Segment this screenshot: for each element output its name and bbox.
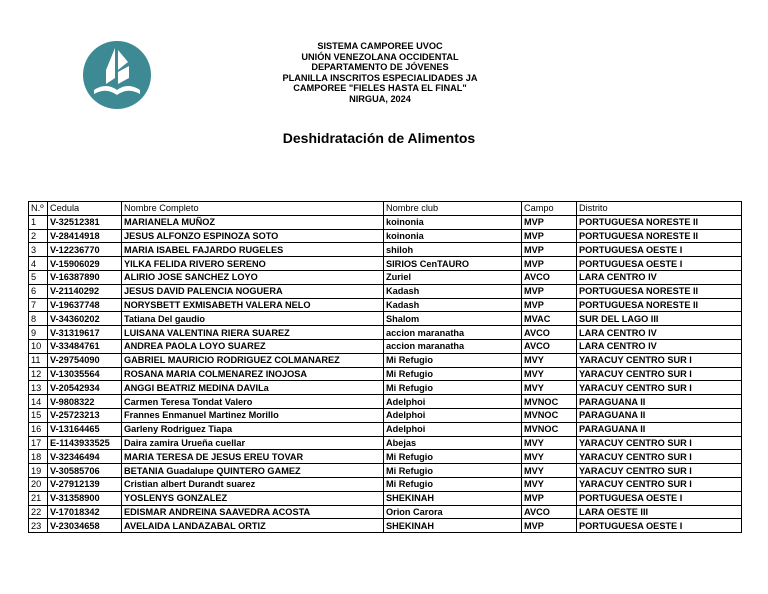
row-number: 10 — [29, 339, 48, 353]
distrito-cell: PORTUGUESA OESTE I — [577, 257, 742, 271]
club-cell: Adelphoi — [384, 422, 522, 436]
cedula-cell: V-16387890 — [48, 270, 122, 284]
nombre-cell: EDISMAR ANDREINA SAAVEDRA ACOSTA — [122, 505, 384, 519]
cedula-cell: V-20542934 — [48, 381, 122, 395]
campo-cell: MVAC — [522, 312, 577, 326]
row-number: 20 — [29, 477, 48, 491]
table-row — [29, 270, 742, 284]
distrito-cell: PORTUGUESA NORESTE II — [577, 229, 742, 243]
club-cell: Kadash — [384, 298, 522, 312]
cedula-cell: V-15906029 — [48, 257, 122, 271]
distrito-cell: PORTUGUESA OESTE I — [577, 243, 742, 257]
club-cell: koinonia — [384, 229, 522, 243]
table-row — [29, 367, 742, 381]
header-line-3: DEPARTAMENTO DE JÓVENES — [311, 62, 449, 73]
distrito-cell: PORTUGUESA NORESTE II — [577, 284, 742, 298]
row-number: 19 — [29, 464, 48, 478]
cedula-cell: V-32346494 — [48, 450, 122, 464]
club-cell: Abejas — [384, 436, 522, 450]
cedula-cell: V-32512381 — [48, 215, 122, 229]
distrito-cell: YARACUY CENTRO SUR I — [577, 436, 742, 450]
club-cell: SHEKINAH — [384, 519, 522, 533]
club-cell: Mi Refugio — [384, 477, 522, 491]
nombre-cell: JESUS ALFONZO ESPINOZA SOTO — [122, 229, 384, 243]
campo-cell: MVP — [522, 229, 577, 243]
row-number: 13 — [29, 381, 48, 395]
row-number: 22 — [29, 505, 48, 519]
nombre-cell: YOSLENYS GONZALEZ — [122, 491, 384, 505]
club-cell: Mi Refugio — [384, 367, 522, 381]
club-cell: Adelphoi — [384, 408, 522, 422]
adventist-logo-icon — [82, 40, 152, 110]
nombre-cell: MARIANELA MUÑOZ — [122, 215, 384, 229]
club-cell: Mi Refugio — [384, 381, 522, 395]
cedula-cell: V-30585706 — [48, 464, 122, 478]
nombre-cell: Carmen Teresa Tondat Valero — [122, 395, 384, 409]
page-title: Deshidratación de Alimentos — [282, 130, 476, 146]
campo-cell: MVP — [522, 243, 577, 257]
nombre-cell: ROSANA MARIA COLMENAREZ INOJOSA — [122, 367, 384, 381]
row-number: 6 — [29, 284, 48, 298]
nombre-cell: NORYSBETT EXMISABETH VALERA NELO — [122, 298, 384, 312]
row-number: 8 — [29, 312, 48, 326]
nombre-cell: MARIA ISABEL FAJARDO RUGELES — [122, 243, 384, 257]
distrito-cell: PORTUGUESA NORESTE II — [577, 215, 742, 229]
table-row — [29, 326, 742, 340]
cedula-cell: V-27912139 — [48, 477, 122, 491]
club-cell: Mi Refugio — [384, 464, 522, 478]
distrito-cell: LARA CENTRO IV — [577, 270, 742, 284]
distrito-cell: YARACUY CENTRO SUR I — [577, 464, 742, 478]
row-number: 21 — [29, 491, 48, 505]
table-row — [29, 339, 742, 353]
table-row — [29, 312, 742, 326]
campo-cell: MVP — [522, 519, 577, 533]
table-row — [29, 408, 742, 422]
campo-cell: MVY — [522, 381, 577, 395]
campo-cell: MVP — [522, 284, 577, 298]
campo-cell: AVCO — [522, 326, 577, 340]
club-cell: accion maranatha — [384, 326, 522, 340]
nombre-cell: BETANIA Guadalupe QUINTERO GAMEZ — [122, 464, 384, 478]
table-row — [29, 422, 742, 436]
table-row — [29, 450, 742, 464]
cedula-cell: V-13164465 — [48, 422, 122, 436]
column-header: Cedula — [48, 202, 122, 216]
row-number: 4 — [29, 257, 48, 271]
club-cell: Mi Refugio — [384, 353, 522, 367]
row-number: 5 — [29, 270, 48, 284]
cedula-cell: V-31358900 — [48, 491, 122, 505]
table-row — [29, 464, 742, 478]
distrito-cell: PORTUGUESA OESTE I — [577, 519, 742, 533]
campo-cell: MVP — [522, 215, 577, 229]
table-row — [29, 284, 742, 298]
nombre-cell: ANDREA PAOLA LOYO SUAREZ — [122, 339, 384, 353]
header-line-1: SISTEMA CAMPOREE UVOC — [317, 41, 443, 51]
club-cell: Adelphoi — [384, 395, 522, 409]
cedula-cell: V-28414918 — [48, 229, 122, 243]
distrito-cell: LARA CENTRO IV — [577, 339, 742, 353]
row-number: 9 — [29, 326, 48, 340]
column-header: Nombre club — [384, 202, 522, 216]
nombre-cell: JESUS DAVID PALENCIA NOGUERA — [122, 284, 384, 298]
table-row — [29, 381, 742, 395]
table-row — [29, 477, 742, 491]
cedula-cell: V-23034658 — [48, 519, 122, 533]
header-line-6: NIRGUA, 2024 — [349, 93, 411, 104]
campo-cell: MVP — [522, 298, 577, 312]
club-cell: Orion Carora — [384, 505, 522, 519]
nombre-cell: ANGGI BEATRIZ MEDINA DAVILa — [122, 381, 384, 395]
cedula-cell: E-1143933525 — [48, 436, 122, 450]
cedula-cell: V-19637748 — [48, 298, 122, 312]
campo-cell: MVY — [522, 436, 577, 450]
nombre-cell: YILKA FELIDA RIVERO SERENO — [122, 257, 384, 271]
distrito-cell: PORTUGUESA NORESTE II — [577, 298, 742, 312]
club-cell: SHEKINAH — [384, 491, 522, 505]
row-number: 7 — [29, 298, 48, 312]
campo-cell: AVCO — [522, 339, 577, 353]
row-number: 12 — [29, 367, 48, 381]
nombre-cell: Garleny Rodriguez Tiapa — [122, 422, 384, 436]
table-row — [29, 298, 742, 312]
club-cell: Mi Refugio — [384, 450, 522, 464]
row-number: 18 — [29, 450, 48, 464]
club-cell: koinonia — [384, 215, 522, 229]
club-cell: Kadash — [384, 284, 522, 298]
club-cell: accion maranatha — [384, 339, 522, 353]
row-number: 16 — [29, 422, 48, 436]
table-row — [29, 519, 742, 533]
header-line-2: UNIÓN VENEZOLANA OCCIDENTAL — [301, 51, 459, 62]
nombre-cell: Tatiana Del gaudio — [122, 312, 384, 326]
campo-cell: AVCO — [522, 505, 577, 519]
cedula-cell: V-25723213 — [48, 408, 122, 422]
campo-cell: MVY — [522, 353, 577, 367]
column-header: Distrito — [577, 202, 742, 216]
campo-cell: MVNOC — [522, 422, 577, 436]
nombre-cell: MARIA TERESA DE JESUS EREU TOVAR — [122, 450, 384, 464]
campo-cell: MVY — [522, 367, 577, 381]
row-number: 23 — [29, 519, 48, 533]
row-number: 15 — [29, 408, 48, 422]
participants-table — [28, 201, 742, 533]
column-header: Nombre Completo — [122, 202, 384, 216]
club-cell: SIRIOS CenTAURO — [384, 257, 522, 271]
distrito-cell: LARA CENTRO IV — [577, 326, 742, 340]
campo-cell: MVP — [522, 257, 577, 271]
campo-cell: MVY — [522, 464, 577, 478]
distrito-cell: PARAGUANA II — [577, 395, 742, 409]
nombre-cell: ALIRIO JOSE SANCHEZ LOYO — [122, 270, 384, 284]
nombre-cell: GABRIEL MAURICIO RODRIGUEZ COLMANAREZ — [122, 353, 384, 367]
row-number: 2 — [29, 229, 48, 243]
campo-cell: MVNOC — [522, 408, 577, 422]
column-header: Campo — [522, 202, 577, 216]
club-cell: shiloh — [384, 243, 522, 257]
cedula-cell: V-31319617 — [48, 326, 122, 340]
row-number: 3 — [29, 243, 48, 257]
campo-cell: MVY — [522, 477, 577, 491]
distrito-cell: YARACUY CENTRO SUR I — [577, 477, 742, 491]
column-header: N.º — [29, 202, 48, 216]
distrito-cell: YARACUY CENTRO SUR I — [577, 450, 742, 464]
table-row — [29, 395, 742, 409]
nombre-cell: Daira zamira Urueña cuellar — [122, 436, 384, 450]
row-number: 17 — [29, 436, 48, 450]
campo-cell: MVY — [522, 450, 577, 464]
table-header-row — [29, 202, 742, 216]
cedula-cell: V-21140292 — [48, 284, 122, 298]
distrito-cell: SUR DEL LAGO III — [577, 312, 742, 326]
distrito-cell: PORTUGUESA OESTE I — [577, 491, 742, 505]
table-row — [29, 491, 742, 505]
club-cell: Zuriel — [384, 270, 522, 284]
cedula-cell: V-34360202 — [48, 312, 122, 326]
row-number: 11 — [29, 353, 48, 367]
table-row — [29, 229, 742, 243]
nombre-cell: AVELAIDA LANDAZABAL ORTIZ — [122, 519, 384, 533]
table-row — [29, 243, 742, 257]
distrito-cell: YARACUY CENTRO SUR I — [577, 353, 742, 367]
table-row — [29, 215, 742, 229]
header-line-4: PLANILLA INSCRITOS ESPECIALIDADES JA — [282, 72, 478, 83]
table-row — [29, 257, 742, 271]
nombre-cell: Frannes Enmanuel Martinez Morillo — [122, 408, 384, 422]
campo-cell: MVP — [522, 491, 577, 505]
distrito-cell: PARAGUANA II — [577, 408, 742, 422]
cedula-cell: V-33484761 — [48, 339, 122, 353]
nombre-cell: LUISANA VALENTINA RIERA SUAREZ — [122, 326, 384, 340]
row-number: 1 — [29, 215, 48, 229]
cedula-cell: V-9808322 — [48, 395, 122, 409]
header-line-5: CAMPOREE "FIELES HASTA EL FINAL" — [293, 83, 467, 94]
cedula-cell: V-29754090 — [48, 353, 122, 367]
distrito-cell: LARA OESTE III — [577, 505, 742, 519]
table-row — [29, 353, 742, 367]
document-header — [250, 41, 510, 105]
cedula-cell: V-13035564 — [48, 367, 122, 381]
distrito-cell: YARACUY CENTRO SUR I — [577, 381, 742, 395]
cedula-cell: V-12236770 — [48, 243, 122, 257]
campo-cell: MVNOC — [522, 395, 577, 409]
row-number: 14 — [29, 395, 48, 409]
distrito-cell: YARACUY CENTRO SUR I — [577, 367, 742, 381]
nombre-cell: Cristian albert Durandt suarez — [122, 477, 384, 491]
distrito-cell: PARAGUANA II — [577, 422, 742, 436]
club-cell: Shalom — [384, 312, 522, 326]
cedula-cell: V-17018342 — [48, 505, 122, 519]
table-row — [29, 436, 742, 450]
table-row — [29, 505, 742, 519]
campo-cell: AVCO — [522, 270, 577, 284]
